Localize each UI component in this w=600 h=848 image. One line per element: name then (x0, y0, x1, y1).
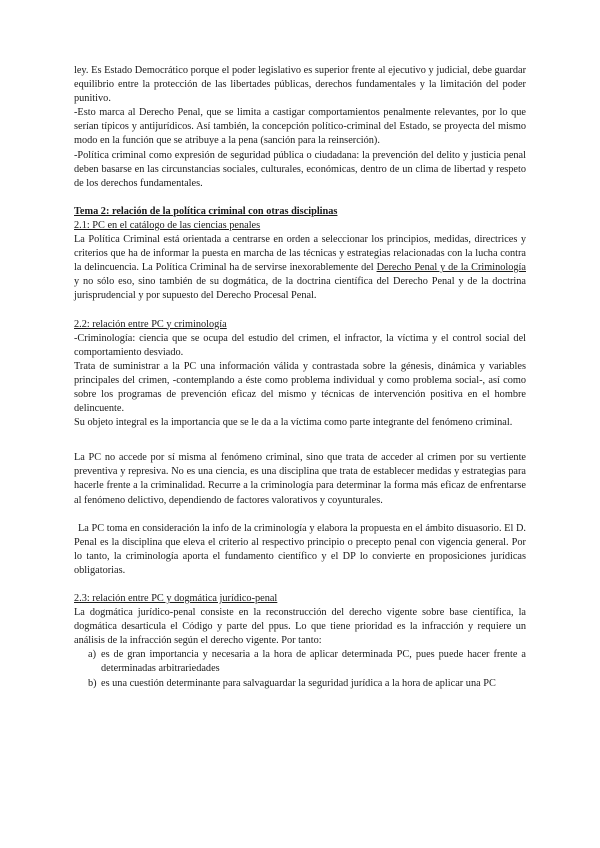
paragraph-2-1-text-b: y no sólo eso, sino también de su dogmática, de la doctrina científica del Derecho Penal y de la doctrina jurisprudencial y por supuesto del Derecho Procesal Penal. (74, 276, 526, 302)
paragraph-2-1-underlined: Derecho Penal y de la Criminología (376, 262, 526, 274)
list-item (74, 648, 526, 676)
subsection-heading-2-1: 2.1: PC en el catálogo de las ciencias penales (74, 219, 261, 231)
paragraph-2-1-text-a: La Política Criminal está orientada a centrarse en orden a seleccionar los principios, medidas, directrices y criterios que ha de informar la puesta en marcha de las técnicas y estrategias relacionadas con la lucha contra la delincuencia. La Política Criminal ha de servirse inexorablemente del (74, 234, 526, 274)
intro-paragraph-2: -Esto marca al Derecho Penal, que se limita a castigar comportamientos penalmente relevantes, por lo que serían típicos y antijurídicos. Así también, la concepción político-criminal del Estado, se proyecta del mismo modo en la función que se atribuye a la pena (sanción para la reinserción). (74, 107, 526, 147)
list-marker: b) (88, 677, 97, 689)
paragraph-2-2-5: La PC toma en consideración la info de la criminología y elabora la propuesta en el ámbito disuasorio. El D. Penal es la disciplina que eleva el criterio al respectivo principio o precepto penal con vigencia general. Por lo tanto, la criminología aporta el fundamento científico y el DP lo convierte en proposiciones jurídicas obligatorias. (74, 522, 526, 576)
paragraph-2-3-1: La dogmática jurídico-penal consiste en la reconstrucción del derecho vigente sobre base científica, la dogmática desarticula el Código y parte del ppus. Lo que tiene prioridad es la infracción y requiere un análisis de la infracción según el derecho vigente. Por tanto: (74, 607, 526, 647)
paragraph-2-2-4: La PC no accede por sí misma al fenómeno criminal, sino que trata de acceder al crimen por su vertiente preventiva y represiva. No es una ciencia, es una disciplina que trata de establecer medidas y estrategias para hacerle frente a la criminalidad. Recurre a la criminología para determinar la forma más eficaz de enfrentarse al fenómeno delictivo, dependiendo de factores valorativos y coyunturales. (74, 452, 526, 506)
list-marker: a) (88, 649, 96, 661)
subsection-heading-2-2: 2.2: relación entre PC y criminología (74, 318, 227, 330)
intro-paragraph-1: ley. Es Estado Democrático porque el poder legislativo es superior frente al ejecutivo y judicial, debe guardar equilibrio entre la protección de las libertades públicas, derechos fundamentales y la limitación del poder punitivo. (74, 65, 526, 105)
paragraph-2-2-3: Su objeto integral es la importancia que se le da a la víctima como parte integrante del fenómeno criminal. (74, 417, 513, 429)
paragraph-2-1 (74, 233, 526, 303)
paragraph-2-2-2: Trata de suministrar a la PC una información válida y contrastada sobre la génesis, dinámica y variables principales del crimen, -contemplando a éste como problema individual y como problema social-, así como sobre los programas de prevención eficaz del mismo y técnicas de intervención positiva en el hombre delincuente. (74, 360, 526, 415)
intro-paragraph-3: -Política criminal como expresión de seguridad pública o ciudadana: la prevención del delito y justicia penal deben basarse en las circunstancias sociales, culturales, económicas, dentro de un clima de libertad y respeto de los derechos fundamentales. (74, 149, 526, 189)
paragraph-2-2-1: -Criminología: ciencia que se ocupa del estudio del crimen, el infractor, la víctima y el control social del comportamiento desviado. (74, 332, 526, 358)
list-item (74, 677, 526, 691)
list-item-text: es una cuestión determinante para salvaguardar la seguridad jurídica a la hora de aplicar una PC (101, 677, 496, 689)
subsection-heading-2-3: 2.3: relación entre PC y dogmática jurídico-penal (74, 593, 278, 604)
section-title: Tema 2: relación de la política criminal con otras disciplinas (74, 205, 338, 217)
document-page (74, 64, 526, 691)
list-item-text: es de gran importancia y necesaria a la hora de aplicar determinada PC, pues puede hacer frente a determinadas arbitrariedades (101, 649, 526, 675)
